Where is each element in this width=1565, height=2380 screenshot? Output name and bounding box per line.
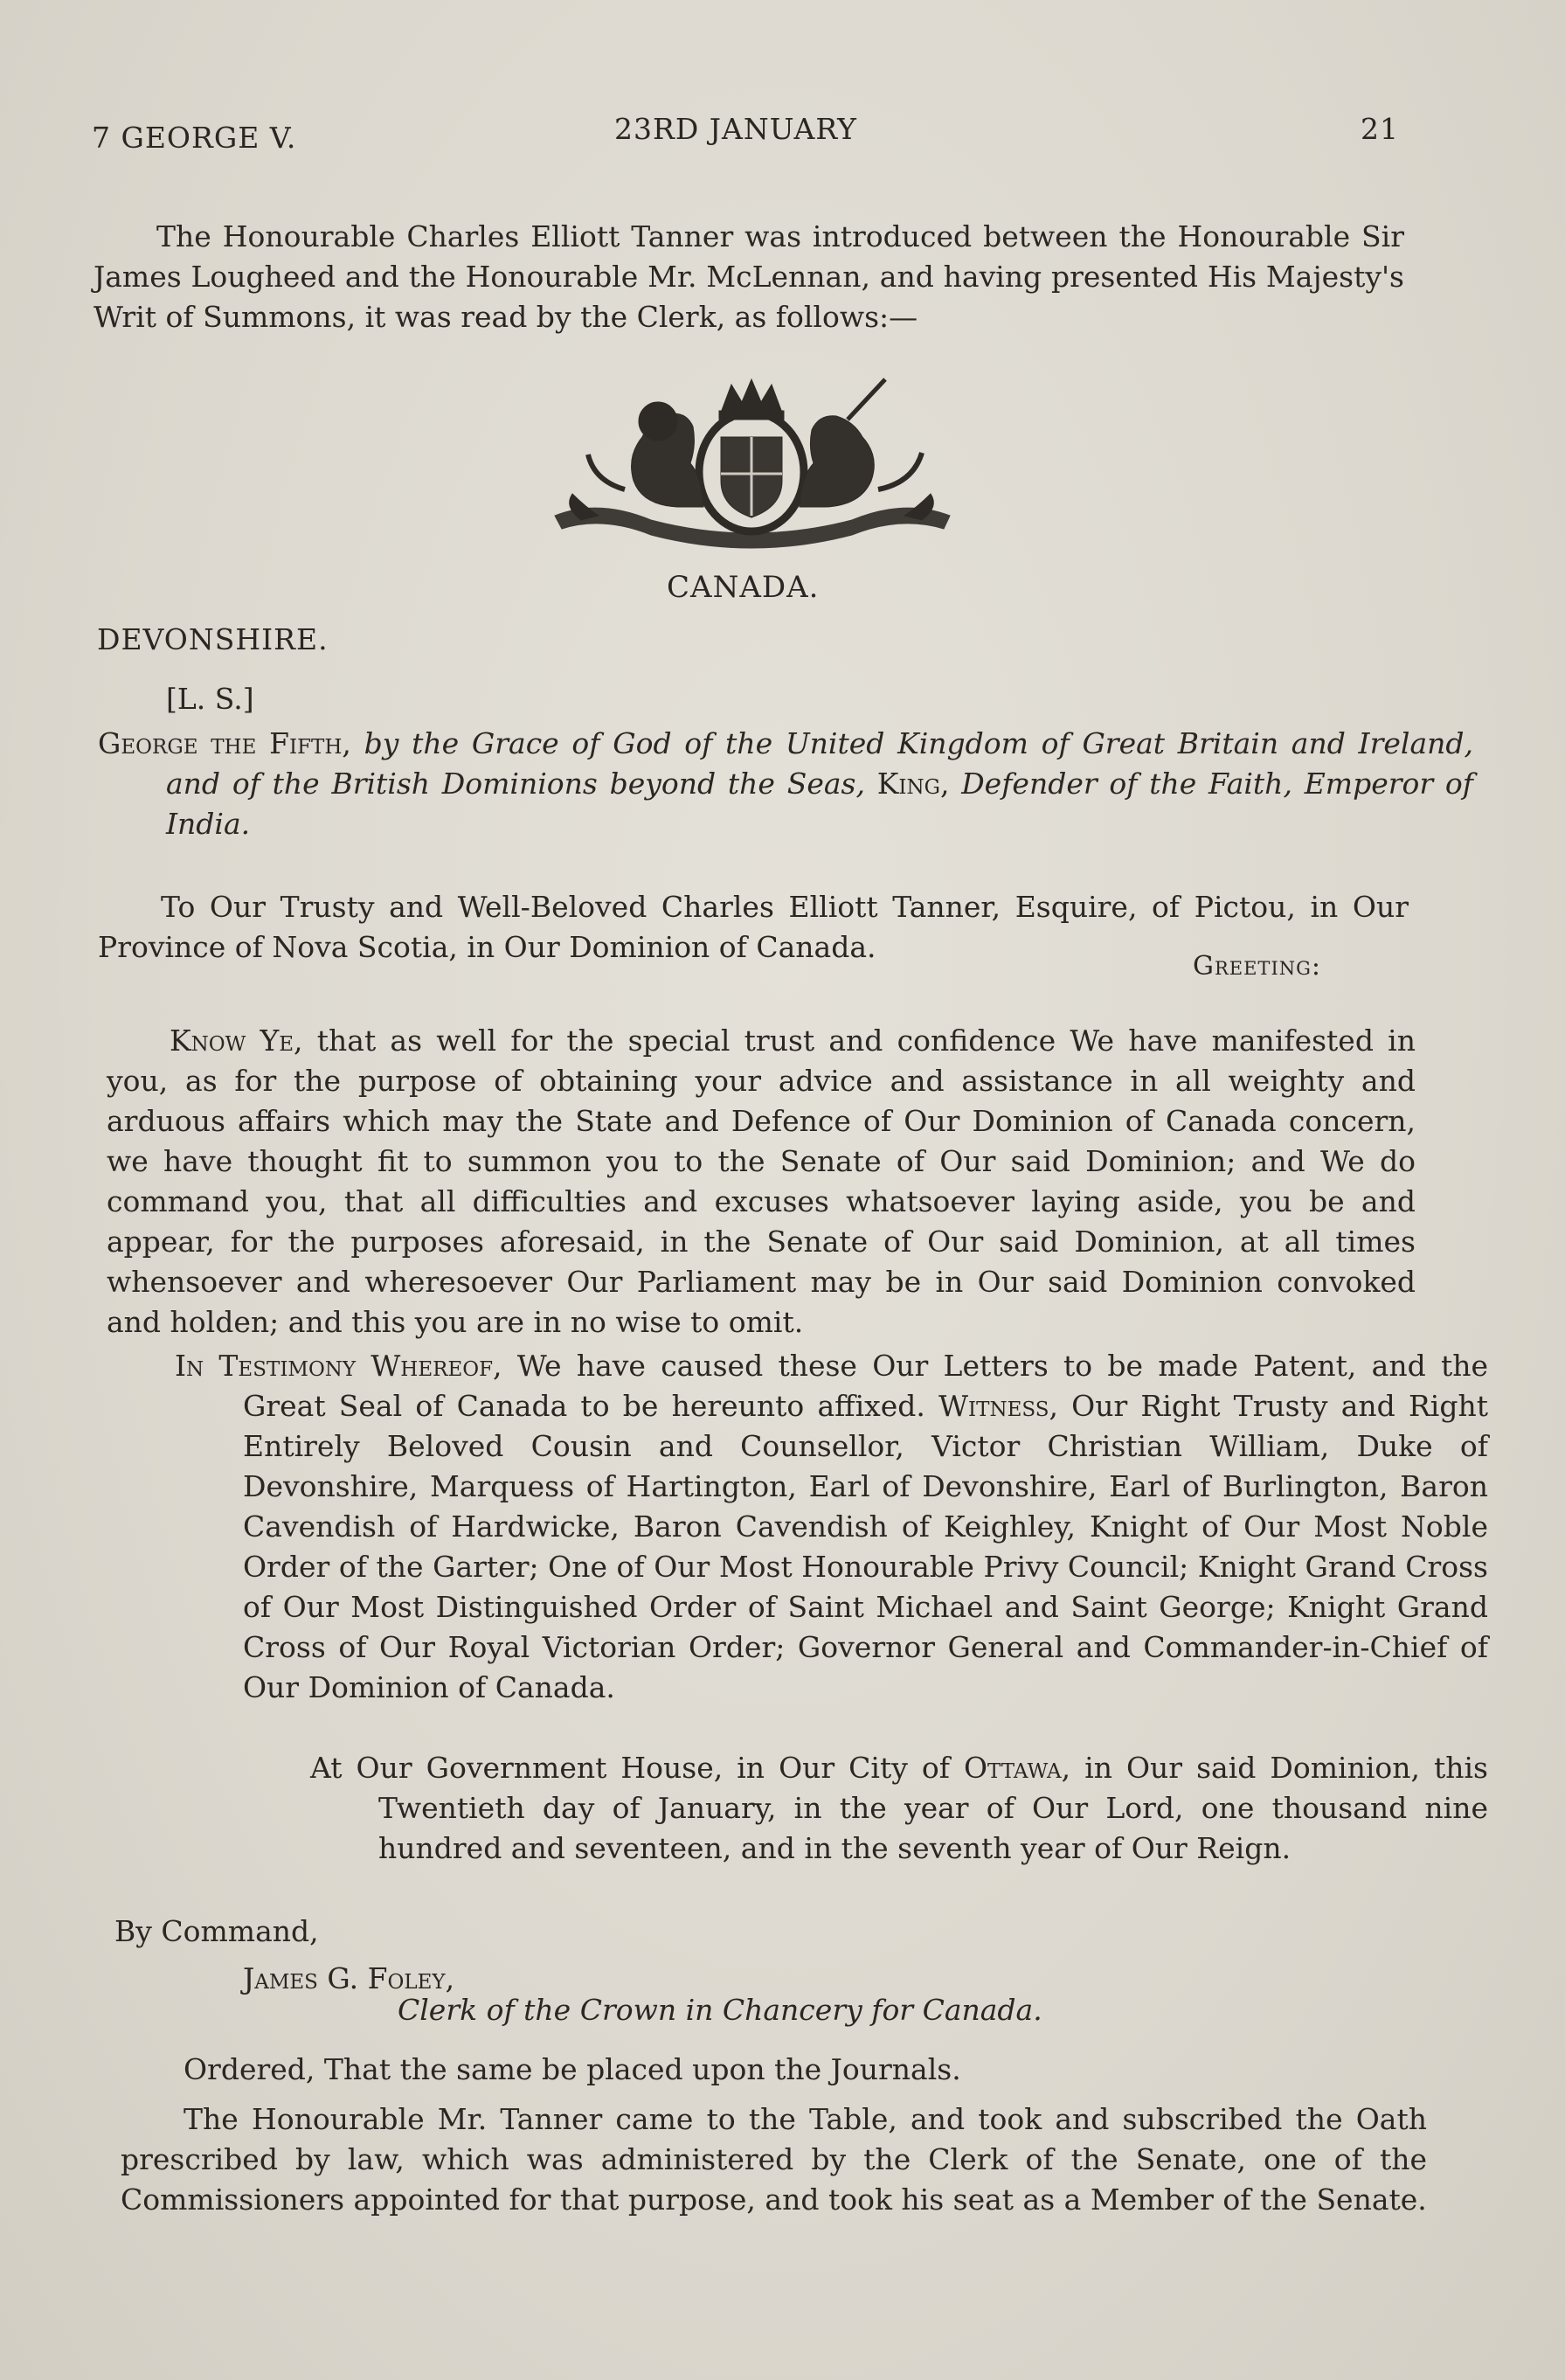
know-ye-paragraph (107, 1021, 1416, 1343)
oath-paragraph: The Honourable Mr. Tanner came to the Table, and took and subscribed the Oath prescribed by law, which was administered by the Clerk of the Senate, one of the Commissioners appointed for that purpose, and took his seat as a Member of the Senate. (121, 2102, 1427, 2217)
signer-name: James G. Foley, (243, 1961, 455, 1995)
addressee-paragraph: To Our Trusty and Well-Beloved Charles Elliott Tanner, Esquire, of Pictou, in Our Province of Nova Scotia, in Our Dominion of Canada. (98, 890, 1409, 964)
dated-at-paragraph (310, 1748, 1488, 1869)
ordered-paragraph: Ordered, That the same be placed upon the Journals. (184, 2052, 961, 2086)
page-number: 21 (1361, 112, 1399, 146)
signer-title: Clerk of the Crown in Chancery for Canada. (398, 1993, 1042, 2027)
sovereign-name: George the Fifth, (98, 726, 351, 760)
know-ye-lead: Know Ye, (170, 1023, 303, 1058)
greeting: Greeting: (1193, 951, 1321, 982)
sovereign-style-2: Defender of the Faith, Emperor of India. (166, 767, 1473, 841)
running-header (92, 112, 1399, 156)
dated-at-text-1: At Our Government House, in Our City of (310, 1751, 950, 1785)
testimony-lead: In Testimony Whereof, (175, 1349, 502, 1383)
sovereign-king: King, (876, 767, 950, 801)
governor-signature: DEVONSHIRE. (97, 622, 329, 656)
sovereign-style-1: by the Grace of God of the United Kingdom of Great Britain and Ireland, and of the British Dominions beyond the Seas, (166, 726, 1473, 801)
header-date: 23RD JANUARY (614, 112, 857, 146)
by-command: By Command, (114, 1914, 319, 1948)
header-regnal-year: 7 GEORGE V. (92, 121, 297, 155)
locus-sigilli-mark: [L. S.] (166, 682, 254, 716)
dated-at-city: Ottawa, (963, 1751, 1071, 1785)
intro-paragraph: The Honourable Charles Elliott Tanner was introduced between the Honourable Sir James Lougheed and the Honourable Mr. McLennan, and having presented His Majesty's Writ of Summons, it was read by the Clerk, as follows:— (93, 219, 1404, 334)
dated-at-text-2: in Our said Dominion, this Twentieth day of January, in the year of Our Lord, one thousand nine hundred and seventeen, and in the seventh year of Our Reign. (378, 1751, 1488, 1865)
witness-lead: Witness, (938, 1389, 1058, 1423)
royal-style-paragraph (98, 724, 1473, 844)
testimony-text-1: We have caused these Our Letters to be made Patent, and the Great Seal of Canada to be hereunto affixed. (243, 1349, 1489, 1423)
royal-coat-of-arms-icon (546, 376, 957, 555)
country-heading: CANADA. (667, 570, 820, 605)
testimony-text-2: Our Right Trusty and Right Entirely Beloved Cousin and Counsellor, Victor Christian William, Duke of Devonshire, Marquess of Hartington, Earl of Devonshire, Earl of Burlington, Baron Cavendish of Hardwicke, Baron Cavendish of Keighley, Knight of Our Most Noble Order of the Garter; One of Our Most Honourable Privy Council; Knight Grand Cross of Our Most Distinguished Order of Saint Michael and Saint George; Knight Grand Cross of Our Royal Victorian Order; Governor General and Commander-in-Chief of Our Dominion of Canada. (243, 1389, 1488, 1704)
know-ye-text: that as well for the special trust and confidence We have manifested in you, as for the purpose of obtaining your advice and assistance in all weighty and arduous affairs which may the State and Defence of Our Dominion of Canada concern, we have thought fit to summon you to the Senate of Our said Dominion; and We do command you, that all difficulties and excuses whatsoever laying aside, you be and appear, for the purposes aforesaid, in the Senate of Our said Dominion, at all times whensoever and wheresoever Our Parliament may be in Our said Dominion convoked and holden; and this you are in no wise to omit. (107, 1023, 1416, 1339)
testimony-paragraph (175, 1346, 1488, 1708)
